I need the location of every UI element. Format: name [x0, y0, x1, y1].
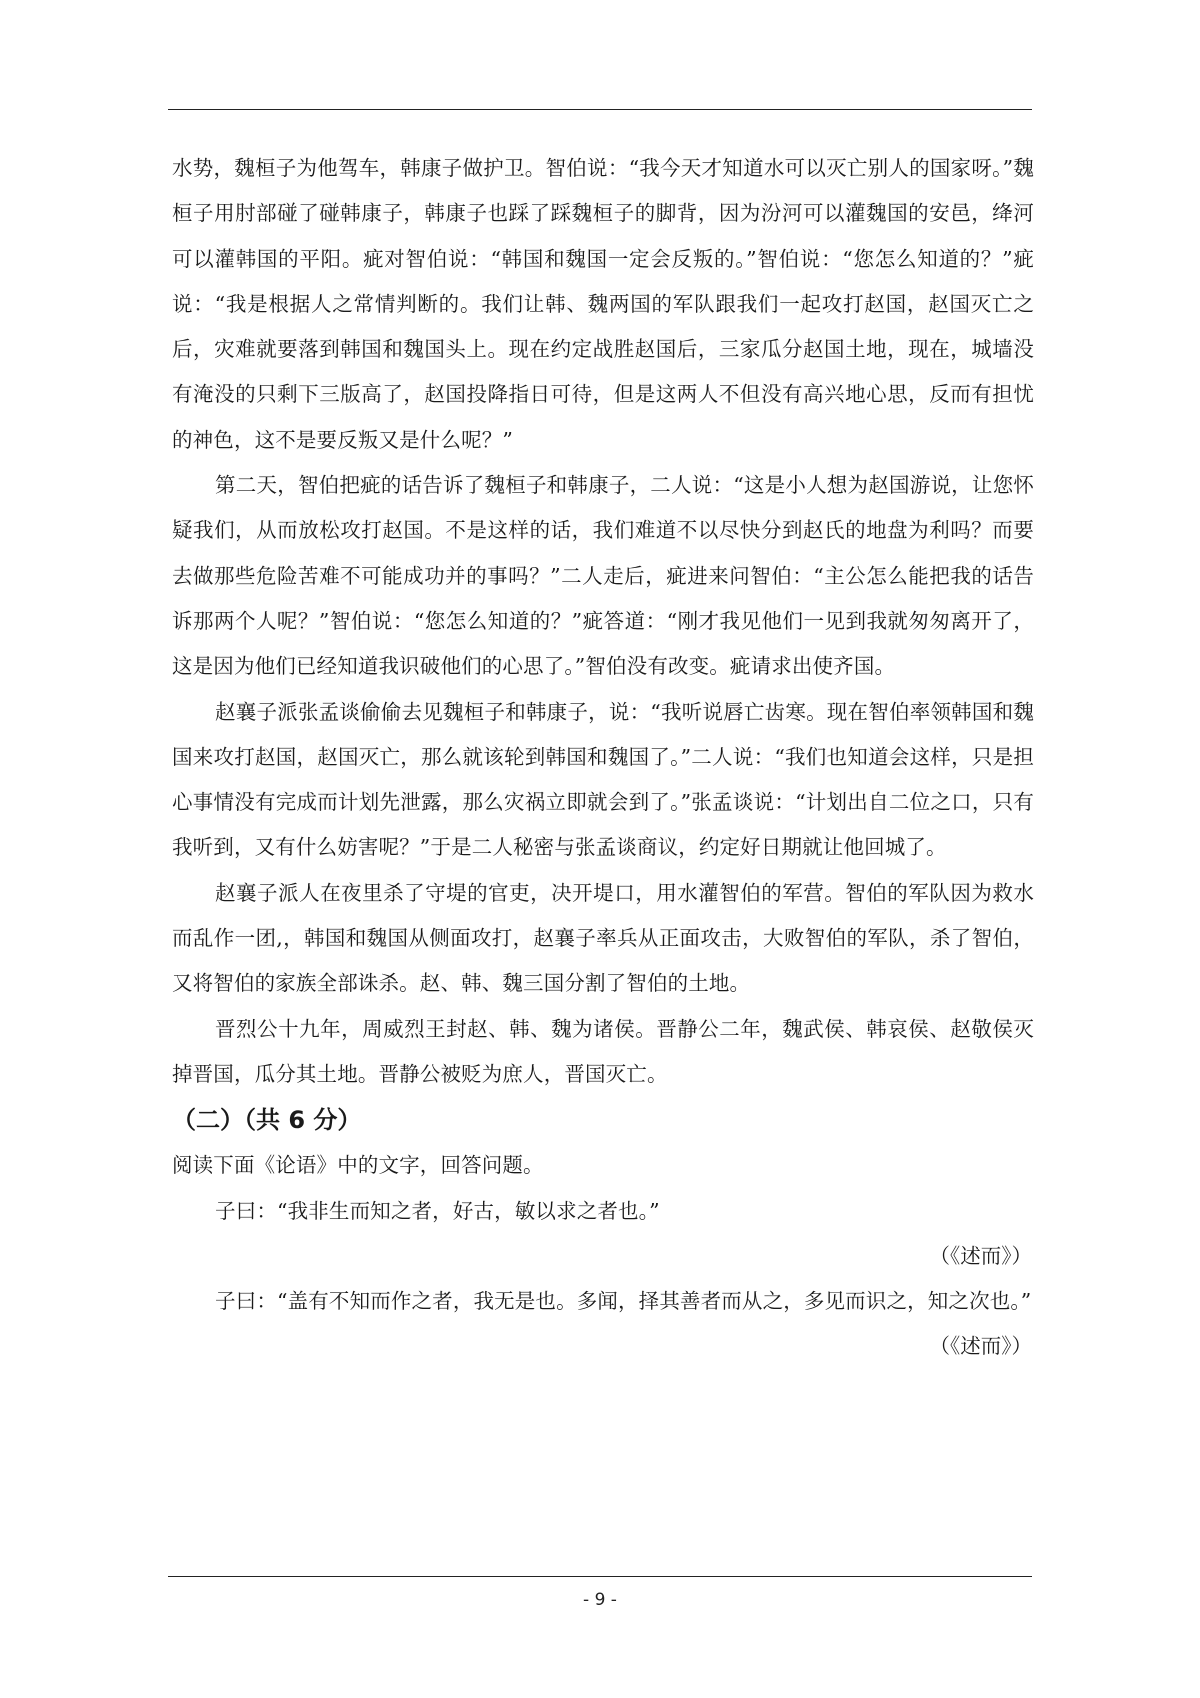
footer-rule: [168, 1576, 1032, 1577]
quote-source-2: （《述而》）: [929, 1334, 1032, 1359]
section-heading: （二）（共 6 分）: [172, 1106, 362, 1135]
paragraph-flood-attack: 赵襄子派人在夜里杀了守堤的官吏，决开堤口，用水灌智伯的军营。智伯的军队因为救水而乱作一团,，韩国和魏国从侧面攻打，赵襄子率兵从正面攻击，大败智伯的军队，杀了智伯，又将智伯的家族全部诛杀。赵、韩、魏三国分割了智伯的土地。: [172, 880, 1034, 996]
quote-source-1: （《述而》）: [929, 1243, 1032, 1268]
analects-quote-2: 子曰：“盖有不知而作之者，我无是也。多闻，择其善者而从之，多见而识之，知之次也。”: [215, 1289, 1032, 1314]
page-number: - 9 -: [583, 1590, 617, 1610]
paragraph-jin-fall: 晋烈公十九年，周威烈王封赵、韩、魏为诸侯。晋静公二年，魏武侯、韩哀侯、赵敬侯灭掉晋国，瓜分其土地。晋静公被贬为庶人，晋国灭亡。: [172, 1016, 1034, 1086]
paragraph-second-day: 第二天，智伯把疵的话告诉了魏桓子和韩康子，二人说：“这是小人想为赵国游说，让您怀疑我们，从而放松攻打赵国。不是这样的话，我们难道不以尽快分到赵氏的地盘为利吗？而要去做那些危险苦难不可能成功并的事吗？”二人走后，疵进来问智伯：“主公怎么能把我的话告诉那两个人呢？”智伯说：“您怎么知道的？”疵答道：“刚才我见他们一见到我就匆匆离开了，这是因为他们已经知道我识破他们的心思了。”智伯没有改变。疵请求出使齐国。: [172, 473, 1034, 679]
reading-instruction: 阅读下面《论语》中的文字，回答问题。: [172, 1153, 544, 1178]
paragraph-zhang-mengtan: 赵襄子派张孟谈偷偷去见魏桓子和韩康子，说：“我听说唇亡齿寒。现在智伯率领韩国和魏国来攻打赵国，赵国灭亡，那么就该轮到韩国和魏国了。”二人说：“我们也知道会这样，只是担心事情没有完成而计划先泄露，那么灾祸立即就会到了。”张孟谈说：“计划出自二位之口，只有我听到，又有什么妨害呢？”于是二人秘密与张孟谈商议，约定好日期就让他回城了。: [172, 699, 1034, 860]
header-rule: [168, 109, 1032, 110]
analects-quote-1: 子曰：“我非生而知之者，好古，敏以求之者也。”: [215, 1198, 660, 1223]
paragraph-continued: 水势，魏桓子为他驾车，韩康子做护卫。智伯说：“我今天才知道水可以灭亡别人的国家呀。”魏桓子用肘部碰了碰韩康子，韩康子也踩了踩魏桓子的脚背，因为汾河可以灌魏国的安邑，绛河可以灌韩国的平阳。疵对智伯说：“韩国和魏国一定会反叛的。”智伯说：“您怎么知道的？”疵说：“我是根据人之常情判断的。我们让韩、魏两国的军队跟我们一起攻打赵国，赵国灭亡之后，灾难就要落到韩国和魏国头上。现在约定战胜赵国后，三家瓜分赵国土地，现在，城墙没有淹没的只剩下三版高了，赵国投降指日可待，但是这两人不但没有高兴地心思，反而有担忧的神色，这不是要反叛又是什么呢？”: [172, 156, 1034, 452]
page-body: [172, 146, 1034, 1370]
